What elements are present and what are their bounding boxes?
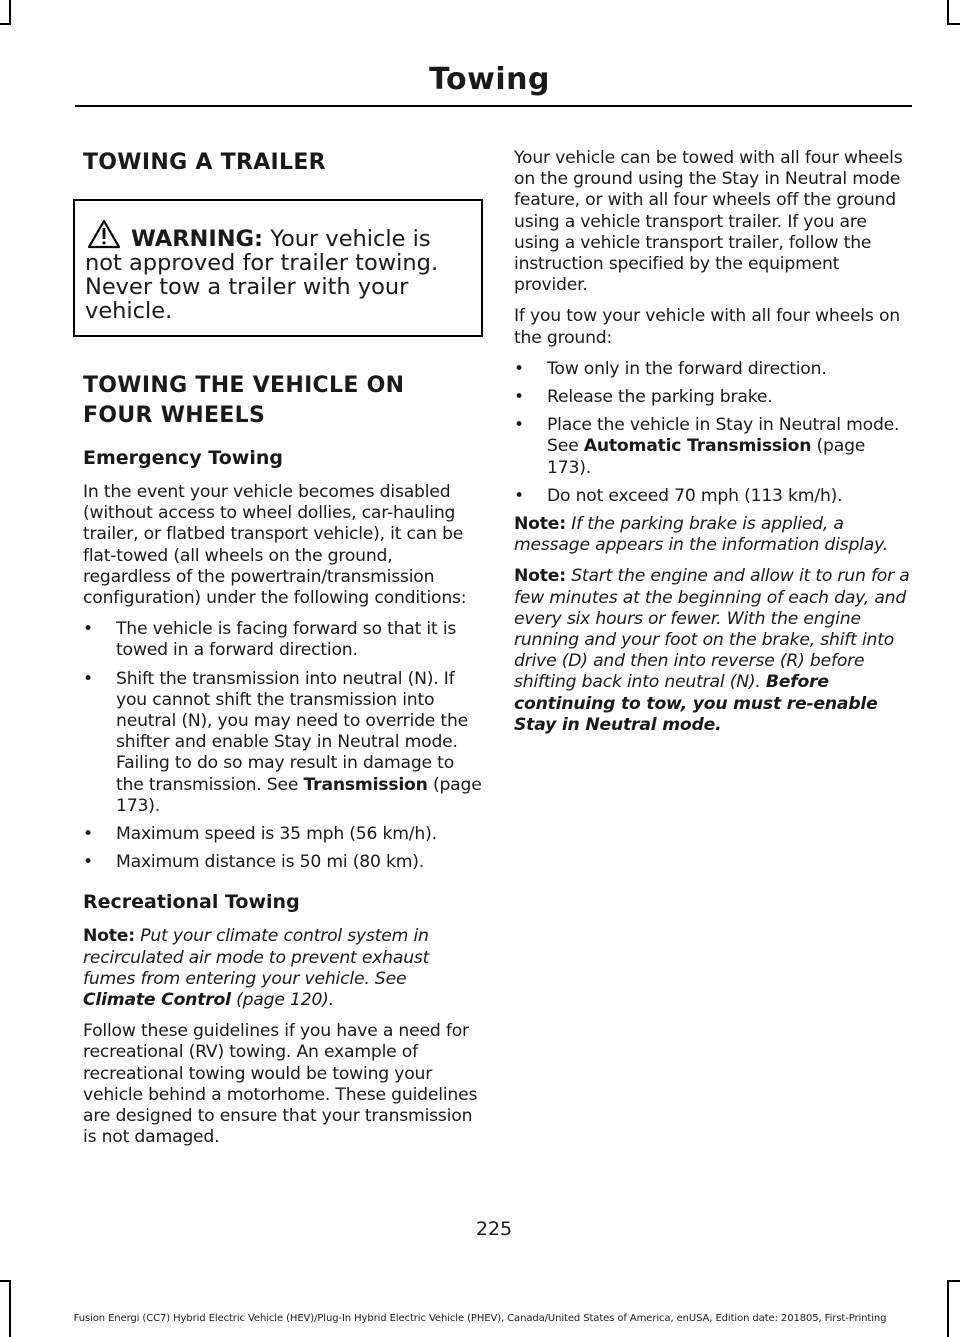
list-item xyxy=(514,415,910,479)
four-wheel-towing-list xyxy=(514,359,910,507)
bullet-marker: • xyxy=(514,387,524,408)
bullet-marker: • xyxy=(83,668,93,689)
note-bold-text: Before continuing to tow, you must re-enable Stay in Neutral mode. xyxy=(514,672,878,735)
page-number: 225 xyxy=(475,1218,513,1240)
list-item-text: Maximum distance is 50 mi (80 km). xyxy=(116,852,425,873)
note-text: Put your climate control system in recirculated air mode to prevent exhaust fumes from entering your vehicle. See xyxy=(83,926,430,989)
section-heading-towing-trailer: TOWING A TRAILER xyxy=(83,150,326,175)
note-text: Start the engine and allow it to run for a few minutes at the beginning of each day, and every six hours or fewer. With the engine running and your foot on the brake, shift into drive (D) and then into reverse (R) before shifting back into neutral (N). xyxy=(514,566,910,693)
section-heading-four-wheels-line1: TOWING THE VEHICLE ON xyxy=(83,373,405,398)
list-item xyxy=(514,486,910,507)
bullet-marker: • xyxy=(514,358,524,379)
page-reference: (page 173). xyxy=(547,436,866,478)
list-item-text: Do not exceed 70 mph (113 km/h). xyxy=(547,485,843,506)
list-item xyxy=(83,824,483,845)
subheading-recreational-towing: Recreational Towing xyxy=(83,891,300,914)
list-item-text: Tow only in the forward direction. xyxy=(547,358,827,379)
list-item-text: Place the vehicle in Stay in Neutral mode. See xyxy=(547,415,900,457)
warning-first-line xyxy=(85,227,471,251)
right-note-2 xyxy=(514,566,910,736)
recreational-note xyxy=(83,926,483,1011)
page-reference: (page 120). xyxy=(230,990,334,1011)
list-item xyxy=(83,669,483,817)
right-paragraph-2: If you tow your vehicle with all four wheels on the ground: xyxy=(514,306,900,348)
warning-label: WARNING: xyxy=(131,226,264,252)
note-label: Note: xyxy=(514,514,566,535)
section-heading-four-wheels-line2: FOUR WHEELS xyxy=(83,403,266,428)
page-reference: (page 173). xyxy=(116,774,482,816)
header-rule xyxy=(75,105,912,107)
list-item xyxy=(83,619,483,661)
crop-mark-bottom-right-h xyxy=(947,1280,960,1282)
note-label: Note: xyxy=(514,566,566,587)
list-item-text: Release the parking brake. xyxy=(547,387,773,408)
list-item-text: Maximum speed is 35 mph (56 km/h). xyxy=(116,824,437,845)
list-item-text: The vehicle is facing forward so that it is towed in a forward direction. xyxy=(116,619,457,661)
bullet-marker: • xyxy=(83,824,93,845)
note-text: If the parking brake is applied, a message appears in the information display. xyxy=(514,514,888,556)
emergency-conditions-list xyxy=(83,619,483,873)
warning-text-part1: Your vehicle is xyxy=(263,226,431,252)
emergency-intro: In the event your vehicle becomes disabled (without access to wheel dollies, car-hauling trailer, or flatbed transport vehicle), it can be flat-towed (all wheels on the ground, regardless of the powertrain/transmission configuration) under the following conditions: xyxy=(83,482,467,609)
bullet-marker: • xyxy=(514,415,524,436)
crop-mark-top-right-h xyxy=(947,23,960,25)
crop-mark-bottom-left-v xyxy=(9,1280,11,1337)
climate-control-reference-link[interactable]: Climate Control xyxy=(83,990,231,1011)
right-note-1 xyxy=(514,514,910,556)
bullet-marker: • xyxy=(83,852,93,873)
crop-mark-bottom-right-v xyxy=(947,1280,949,1337)
list-item xyxy=(83,852,483,873)
list-item xyxy=(514,359,910,380)
crop-mark-bottom-left-h xyxy=(0,1280,11,1282)
crop-mark-top-left-v xyxy=(9,0,11,25)
right-column xyxy=(514,148,910,736)
crop-mark-top-left-h xyxy=(0,23,11,25)
automatic-transmission-reference-link[interactable]: Automatic Transmission xyxy=(583,436,812,457)
subheading-emergency-towing: Emergency Towing xyxy=(83,447,283,469)
right-paragraph-1: Your vehicle can be towed with all four wheels on the ground using the Stay in Neutral mode feature, or with all four wheels off the ground using a vehicle transport trailer. If you are using a vehicle transport trailer, follow the instruction specified by the equipment provider. xyxy=(514,148,903,296)
note-label: Note: xyxy=(83,926,135,947)
bullet-marker: • xyxy=(83,619,93,640)
transmission-reference-link[interactable]: Transmission xyxy=(303,774,428,795)
list-item-text: Shift the transmission into neutral (N). If you cannot shift the transmission into neutral (N), you may need to override the shifter and enable Stay in Neutral mode. Failing to do so may result in damage to the transmission. See xyxy=(116,668,469,795)
left-column xyxy=(83,148,483,1148)
warning-text-part2: not approved for trailer towing. Never tow a trailer with your vehicle. xyxy=(85,250,439,324)
warning-box xyxy=(73,199,483,337)
recreational-paragraph: Follow these guidelines if you have a need for recreational (RV) towing. An example of recreational towing would be towing your vehicle behind a motorhome. These guidelines are designed to ensure that your transmission is not damaged. xyxy=(83,1021,478,1148)
bullet-marker: • xyxy=(514,485,524,506)
warning-triangle-icon xyxy=(87,219,121,249)
page-header-title: Towing xyxy=(429,62,550,97)
document-footer: Fusion Energi (CC7) Hybrid Electric Vehicle (HEV)/Plug-In Hybrid Electric Vehicle (PHEV), Canada/United States of America, enUSA, Edition date: 201805, First-Printing xyxy=(73,1313,887,1324)
crop-mark-top-right-v xyxy=(947,0,949,25)
list-item xyxy=(514,387,910,408)
